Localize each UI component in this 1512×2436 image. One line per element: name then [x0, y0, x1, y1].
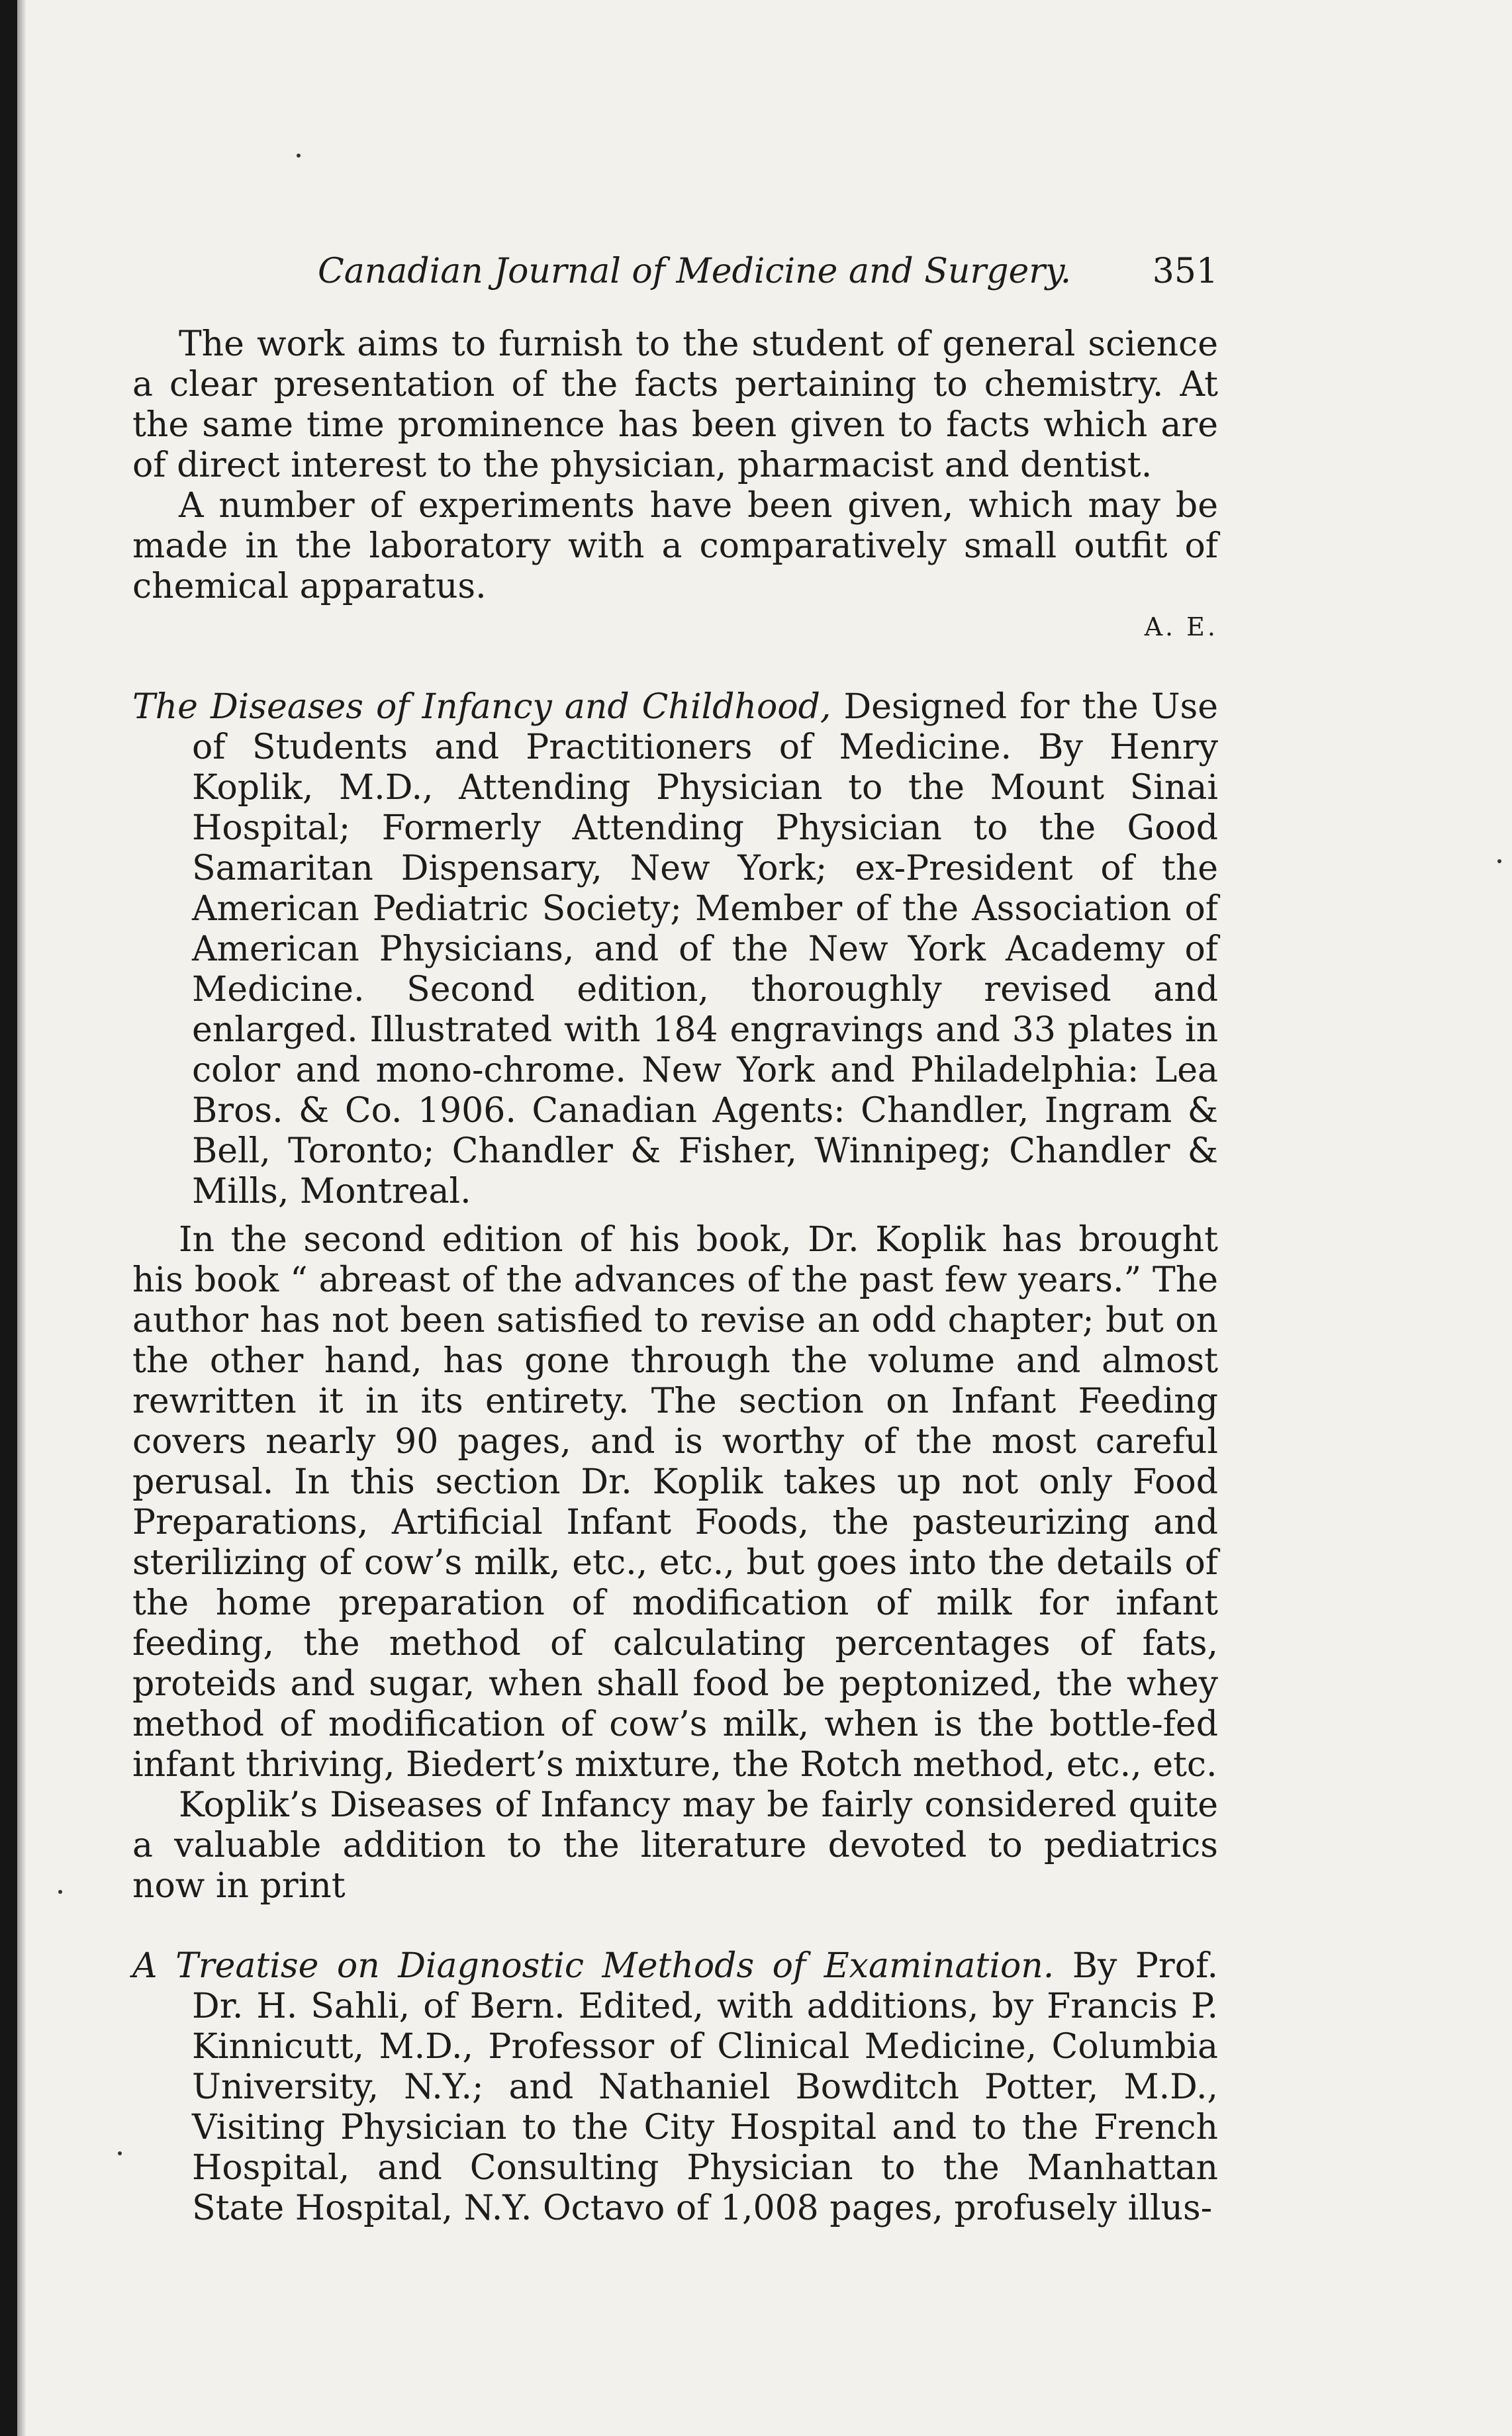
review-paragraph: The work aims to furnish to the student of general science a clear presentation of the facts pertaining to chemistry. At the same time prominence has been given to facts which are of direct interest to the physician, pharmacist and dentist. — [132, 324, 1218, 485]
scan-speck — [1497, 859, 1501, 863]
review-paragraph: Koplik’s Diseases of Infancy may be fairly considered quite a valuable addition to the literature devoted to pediatrics now in print — [132, 1785, 1218, 1906]
citation-text: Designed for the Use of Students and Practitioners of Medicine. By Henry Koplik, M.D., Attending Physician to the Mount Sinai Hospital; Formerly Attending Physician to the Good Samaritan Dispensary, New York; ex-President of the American Pediatric Society; Member of the Association of American Physicians, and of the New York Academy of Medicine. Second edition, thoroughly revised and enlarged. Illustrated with 184 engravings and 33 plates in color and mono-chrome. New York and Philadelphia: Lea Bros. & Co. 1906. Canadian Agents: Chandler, Ingram & Bell, Toronto; Chandler & Fisher, Winnipeg; Chandler & Mills, Montreal. — [192, 687, 1219, 1211]
review-chemistry — [132, 324, 1218, 647]
book-title: The Diseases of Infancy and Childhood, — [132, 687, 831, 727]
review-paragraph: In the second edition of his book, Dr. Koplik has brought his book “ abreast of the advances of the past few years.” The author has not been satisfied to revise an odd chapter; but on the other hand, has gone through the volume and almost rewritten it in its entirety. The section on Infant Feeding covers nearly 90 pages, and is worthy of the most careful perusal. In this section Dr. Koplik takes up not only Food Preparations, Artificial Infant Foods, the pasteurizing and sterilizing of cow’s milk, etc., etc., but goes into the details of the home preparation of modification of milk for infant feeding, the method of calculating percentages of fats, proteids and sugar, when shall food be peptonized, the whey method of modification of cow’s milk, when is the bottle-fed infant thriving, Biedert’s mixture, the Rotch method, etc., etc. — [132, 1220, 1218, 1785]
scan-speck — [58, 1890, 62, 1894]
scan-binding-edge — [0, 0, 17, 2436]
review-diseases-of-infancy — [132, 687, 1218, 1906]
book-title: A Treatise on Diagnostic Methods of Examination. — [132, 1946, 1055, 1986]
review-paragraph: A number of experiments have been given, which may be made in the laboratory with a comparatively small outfit of chemical apparatus. — [132, 486, 1218, 606]
scan-speck — [297, 154, 301, 158]
journal-title: Canadian Journal of Medicine and Surgery. — [318, 252, 1072, 291]
journal-page — [132, 252, 1218, 2229]
scan-speck — [118, 2151, 122, 2155]
book-citation — [132, 1946, 1218, 2229]
reviewer-signature: A. E. — [1144, 612, 1218, 641]
running-head — [132, 252, 1218, 298]
book-citation — [132, 687, 1218, 1212]
citation-text: By Prof. Dr. H. Sahli, of Bern. Edited, with additions, by Francis P. Kinnicutt, M.D., Professor of Clinical Medicine, Columbia University, N.Y.; and Nathaniel Bowditch Potter, M.D., Visiting Physician to the City Hospital and to the French Hospital, and Consulting Physician to the Manhattan State Hospital, N.Y. Octavo of 1,008 pages, profusely illus- — [192, 1946, 1218, 2228]
scan-binding-shadow — [17, 0, 26, 2436]
review-diagnostic-methods — [132, 1946, 1218, 2229]
page-number: 351 — [1152, 252, 1218, 291]
